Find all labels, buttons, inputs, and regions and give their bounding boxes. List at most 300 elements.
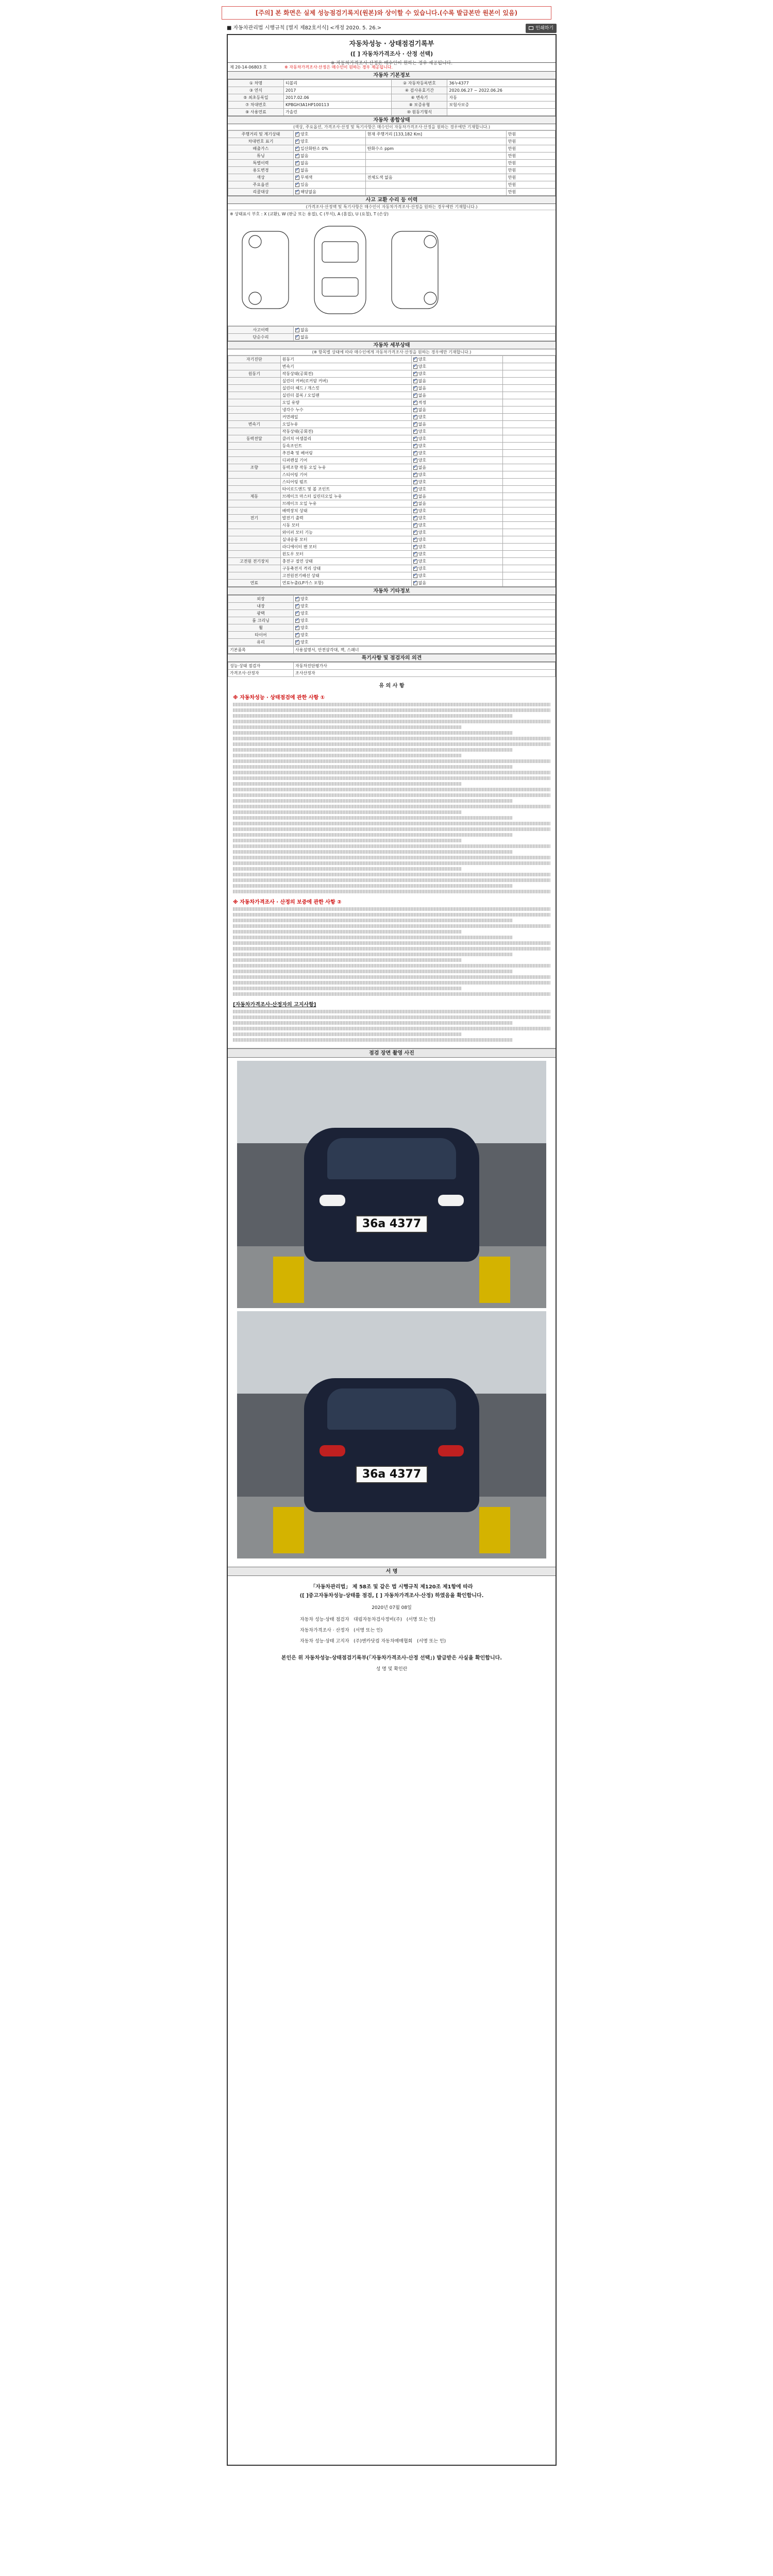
basic-row [228, 94, 556, 101]
detail-item: 냉각수 누수 [280, 406, 411, 414]
accident-value [294, 334, 556, 341]
detail-note [503, 435, 556, 443]
state-label: 양호 [300, 633, 309, 637]
lift-post-right [479, 1507, 510, 1553]
wheel-rear-left [249, 292, 261, 304]
detail-group: 원동기 [228, 370, 281, 378]
state-label: 양호 [300, 640, 309, 645]
notice-text-line [233, 975, 550, 979]
condition-row [228, 138, 556, 145]
state-label: 없음 [418, 393, 427, 398]
notice-title: 유 의 사 항 [379, 683, 405, 689]
detail-item: 윈도우 모터 [280, 551, 411, 558]
detail-row [228, 536, 556, 544]
detail-row [228, 392, 556, 399]
signature-row-3 [228, 1637, 556, 1644]
accident-row [228, 327, 556, 334]
notice-text-line [233, 793, 550, 797]
detail-row [228, 565, 556, 572]
state-label: 양호 [418, 537, 427, 542]
signature-foot: 본인은 위 자동차성능·상태점검기록부(「자동차가격조사·산정 선택」) 발급받은 사실을 확인합니다. [281, 1655, 502, 1661]
notice-heading-2: ※ 자동차가격조사 · 산정의 보증에 관한 사항 ② [233, 900, 342, 905]
notice-text-line [233, 919, 512, 922]
basic-info-title: 자동차 기본정보 [228, 71, 556, 79]
condition-note: 만원 [506, 160, 555, 167]
row-sign: (서명 또는 인) [354, 1628, 383, 1633]
field-label: ⑤ 최초등록일 [228, 94, 284, 101]
field-label: ⑦ 차대번호 [228, 101, 284, 109]
field-label: ① 차명 [228, 80, 284, 87]
state-label: 일산화탄소 0% [300, 146, 328, 151]
checkbox-checked-icon [413, 545, 417, 549]
condition-detail [365, 167, 506, 174]
photo-front [237, 1061, 546, 1308]
detail-state [411, 580, 503, 587]
checkbox-checked-icon [413, 480, 417, 484]
detail-row [228, 572, 556, 580]
notice-text-line [233, 907, 550, 911]
state-label: 있음 [300, 182, 309, 187]
photos-title: 점검 장면 촬영 사진 [228, 1048, 556, 1058]
detail-item: 충전구 절연 상태 [280, 558, 411, 565]
detail-state [411, 378, 503, 385]
special-table [228, 662, 556, 677]
detail-subtitle: (※ 항목별 상태에 따라 매수인에게 자동차가격조사·산정을 원하는 경우에만 기재합니다.) [228, 349, 556, 355]
detail-note [503, 493, 556, 500]
opinion-title: 자동차 기타정보 [228, 587, 556, 595]
detail-state [411, 493, 503, 500]
notice-text-line [233, 816, 512, 820]
detail-note [503, 421, 556, 428]
state-label: 적정 [418, 400, 427, 405]
condition-note: 만원 [506, 138, 555, 145]
wheel-front-right [424, 235, 436, 248]
detail-row [228, 443, 556, 450]
notice-text-line [233, 941, 550, 945]
notice-heading-3: [자동차가격조사·산정자의 고지사항] [233, 1002, 316, 1008]
state-label: 양호 [418, 436, 427, 441]
state-label: 양호 [418, 516, 427, 520]
opinion-label: 룸 크리닝 [228, 617, 294, 624]
opinion-value [294, 624, 556, 632]
detail-note [503, 551, 556, 558]
notice-text-line [233, 771, 550, 774]
notice-text-line [233, 737, 550, 740]
detail-note [503, 565, 556, 572]
condition-state [294, 138, 366, 145]
notice-text-line [233, 873, 550, 876]
basic-info-table [228, 79, 556, 116]
detail-state [411, 370, 503, 378]
notice-body-2 [233, 907, 550, 996]
checkbox-checked-icon [413, 581, 417, 585]
field-label: ② 자동차등록번호 [392, 80, 447, 87]
notice-text-line [233, 1021, 512, 1025]
car-windshield-front [327, 1138, 456, 1179]
field-label: ④ 검사유효기간 [392, 87, 447, 94]
state-label: 양호 [418, 364, 427, 369]
detail-state [411, 399, 503, 406]
notice-text-line [233, 958, 462, 962]
detail-item: 실린더 커버(로커암 커버) [280, 378, 411, 385]
detail-note [503, 522, 556, 529]
notice-text-line [233, 1010, 550, 1013]
checkbox-checked-icon [413, 502, 417, 506]
checkbox-checked-icon [413, 552, 417, 556]
notice-text-line [233, 1015, 550, 1019]
document-number: 제 20-14-06803 호 [230, 65, 267, 70]
state-label: 양호 [300, 132, 309, 137]
checkbox-checked-icon [413, 437, 417, 441]
condition-item: 리콜대상 [228, 189, 294, 196]
signature-foot-2: 성 명 및 확인란 [376, 1667, 408, 1672]
condition-state [294, 167, 366, 174]
detail-note [503, 378, 556, 385]
lift-post-right [479, 1257, 510, 1303]
field-label: ⑧ 보증유형 [392, 101, 447, 109]
detail-note [503, 414, 556, 421]
detail-group [228, 522, 281, 529]
condition-row [228, 181, 556, 189]
detail-item: 브레이크 오일 누유 [280, 500, 411, 507]
document-header [228, 35, 556, 66]
notice-text-line [233, 987, 462, 990]
field-label: ⑨ 사용연료 [228, 109, 284, 116]
condition-note: 만원 [506, 131, 555, 138]
checkbox-checked-icon [295, 335, 299, 340]
detail-group [228, 536, 281, 544]
document-title: 자동차성능 · 상태점검기록부 [349, 40, 434, 48]
checkbox-checked-icon [295, 168, 299, 173]
detail-row [228, 479, 556, 486]
notice-text-line [233, 754, 462, 757]
detail-group [228, 565, 281, 572]
condition-state [294, 160, 366, 167]
checkbox-checked-icon [295, 161, 299, 165]
detail-state [411, 572, 503, 580]
detail-item: 디퍼렌셜 기어 [280, 457, 411, 464]
checkbox-checked-icon [295, 328, 299, 332]
checkbox-checked-icon [413, 567, 417, 571]
state-label: 없음 [418, 422, 427, 427]
notice-text-line [233, 992, 550, 996]
checkbox-checked-icon [413, 394, 417, 398]
condition-item: 색상 [228, 174, 294, 181]
state-label: 없음 [300, 154, 309, 158]
notice-text-line [233, 1038, 512, 1042]
signature-row-1 [228, 1616, 556, 1622]
detail-state [411, 544, 503, 551]
condition-item: 주행거리 및 계기상태 [228, 131, 294, 138]
detail-item: 와이퍼 모터 기능 [280, 529, 411, 536]
inspection-document [227, 34, 557, 2466]
checkbox-checked-icon [413, 372, 417, 376]
condition-state [294, 145, 366, 152]
detail-item: 시동 모터 [280, 522, 411, 529]
field-label: ③ 연식 [228, 87, 284, 94]
detail-note [503, 544, 556, 551]
condition-item: 특별이력 [228, 160, 294, 167]
detail-item: 동력조향 작동 오일 누유 [280, 464, 411, 471]
accident-label: 사고이력 [228, 327, 294, 334]
notice-text-line [233, 833, 512, 837]
detail-note [503, 529, 556, 536]
opinion-row [228, 617, 556, 624]
state-label: 양호 [418, 559, 427, 564]
detail-item: 변속기 [280, 363, 411, 370]
opinion-value [294, 596, 556, 603]
detail-item: 추진축 및 베어링 [280, 450, 411, 457]
checkbox-checked-icon [295, 626, 299, 630]
row-value: 대림자동차검사정비(주) [354, 1617, 402, 1622]
state-label: 양호 [418, 573, 427, 578]
opinion-row [228, 639, 556, 646]
field-value: 보험사보증 [447, 101, 556, 109]
detail-row [228, 493, 556, 500]
diagram-legend: ※ 상태표시 부호 : X (교환), W (판금 또는 용접), C (부식), A (흠집), U (요철), T (손상) [230, 212, 389, 216]
license-plate-rear: 36a 4377 [356, 1466, 428, 1483]
field-value: 자동 [447, 94, 556, 101]
checkbox-checked-icon [295, 176, 299, 180]
detail-group [228, 399, 281, 406]
notice-text-line [233, 839, 462, 842]
notice-text-line [233, 924, 550, 928]
detail-note [503, 399, 556, 406]
row-value: (주)엔카닷컴 자동차매매협회 [354, 1639, 413, 1644]
document-number-row [228, 63, 556, 71]
opinion-value [294, 610, 556, 617]
checkbox-checked-icon [413, 365, 417, 369]
field-value: 2017.02.06 [283, 94, 392, 101]
state-label: 양호 [418, 566, 427, 571]
accident-table [228, 326, 556, 341]
detail-group [228, 450, 281, 457]
detail-note [503, 406, 556, 414]
signature-lead-2: ([ ]중고자동차성능·상태를 점검, [ ] 자동차가격조사·산정) 하였음을 확인합니다. [299, 1593, 484, 1599]
detail-group [228, 486, 281, 493]
field-label: ⑥ 변속기 [392, 94, 447, 101]
checkbox-checked-icon [413, 459, 417, 463]
checker-value: 조사산정자 [294, 670, 556, 677]
detail-row [228, 385, 556, 392]
basic-items-label: 기본품목 [228, 647, 294, 654]
detail-state [411, 551, 503, 558]
condition-detail: 전체도색 없음 [365, 174, 506, 181]
printer-icon [529, 26, 533, 30]
condition-detail [365, 138, 506, 145]
headlamp-left [320, 1195, 345, 1206]
detail-group [228, 572, 281, 580]
detail-row [228, 421, 556, 428]
detail-group: 연료 [228, 580, 281, 587]
field-value: 2017 [283, 87, 392, 94]
condition-subtitle: (색상, 주요옵션, 가격조사·산정 및 특기사항은 매수인이 자동차가격조사·산정을 원하는 경우에만 기재합니다.) [228, 124, 556, 130]
lift-post-left [273, 1507, 304, 1553]
state-label: 양호 [418, 523, 427, 528]
checkbox-checked-icon [295, 619, 299, 623]
notice-text-line [233, 822, 550, 825]
detail-state [411, 428, 503, 435]
detail-state [411, 486, 503, 493]
detail-note [503, 471, 556, 479]
document-number-note: ※ 자동차가격조사·산정은 매수인이 원하는 경우 제공됩니다. [284, 65, 393, 70]
detail-row [228, 558, 556, 565]
notice-body-3 [233, 1010, 550, 1042]
detail-item: 발전기 출력 [280, 515, 411, 522]
detail-state [411, 435, 503, 443]
state-label: 없음 [418, 408, 427, 412]
detail-group [228, 457, 281, 464]
detail-row [228, 378, 556, 385]
detail-item: 배력장치 상태 [280, 507, 411, 515]
headlamp-right [438, 1195, 464, 1206]
opinion-label: 내장 [228, 603, 294, 610]
opinion-row [228, 632, 556, 639]
condition-table [228, 130, 556, 196]
detail-item: 등속조인트 [280, 443, 411, 450]
state-label: 양호 [418, 509, 427, 513]
opinion-label: 유리 [228, 639, 294, 646]
taillamp-right [438, 1445, 464, 1456]
row-sign: (서명 또는 인) [406, 1617, 435, 1622]
detail-row [228, 471, 556, 479]
notice-text-line [233, 970, 512, 973]
detail-item: 작동상태(공회전) [280, 428, 411, 435]
condition-detail [365, 160, 506, 167]
detail-state [411, 406, 503, 414]
form-reference: ■ 자동차관리법 시행규칙 [별지 제82호서식] <개정 2020. 5. 26.> [227, 25, 382, 31]
checkbox-checked-icon [295, 147, 299, 151]
checkbox-checked-icon [413, 538, 417, 542]
detail-row [228, 363, 556, 370]
condition-note: 만원 [506, 181, 555, 189]
detail-state [411, 558, 503, 565]
checkbox-checked-icon [413, 415, 417, 419]
checkbox-checked-icon [295, 190, 299, 194]
detail-note [503, 392, 556, 399]
opinion-row [228, 596, 556, 603]
state-label: 양호 [300, 604, 309, 608]
notice-text-line [233, 827, 550, 831]
checkbox-checked-icon [413, 473, 417, 477]
notice-text-line [233, 765, 512, 769]
opinion-row [228, 603, 556, 610]
print-button[interactable] [526, 24, 557, 33]
detail-row [228, 580, 556, 587]
detail-state [411, 392, 503, 399]
state-label: 양호 [300, 597, 309, 601]
notice-text-line [233, 861, 550, 865]
detail-item: 클러치 어셈블리 [280, 435, 411, 443]
basic-row [228, 80, 556, 87]
detail-group: 제동 [228, 493, 281, 500]
accident-label: 단순수리 [228, 334, 294, 341]
signature-row-2 [228, 1626, 556, 1633]
opinion-label: 외장 [228, 596, 294, 603]
detail-note [503, 580, 556, 587]
state-label: 양호 [418, 444, 427, 448]
detail-item: 원동기 [280, 356, 411, 363]
checkbox-checked-icon [295, 140, 299, 144]
field-value: KPBGH3A1HP100113 [283, 101, 392, 109]
basic-row [228, 87, 556, 94]
detail-group: 조향 [228, 464, 281, 471]
detail-row [228, 551, 556, 558]
windshield [322, 242, 358, 262]
detail-state [411, 471, 503, 479]
detail-row [228, 515, 556, 522]
detail-title: 자동차 세부상태 [228, 341, 556, 349]
notice-section [228, 677, 556, 1048]
notice-text-line [233, 810, 462, 814]
detail-note [503, 500, 556, 507]
detail-state [411, 443, 503, 450]
notice-text-line [233, 1027, 550, 1030]
checkbox-checked-icon [413, 523, 417, 528]
row-label: 자동차 성능·상태 점검자 [300, 1617, 349, 1622]
checkbox-checked-icon [413, 451, 417, 455]
opinion-value [294, 639, 556, 646]
detail-state [411, 522, 503, 529]
condition-detail: 탄화수소 ppm [365, 145, 506, 152]
detail-row [228, 406, 556, 414]
detail-group [228, 471, 281, 479]
field-value: 티볼리 [283, 80, 392, 87]
detail-state [411, 356, 503, 363]
state-label: 양호 [418, 371, 427, 376]
detail-note [503, 515, 556, 522]
condition-detail [365, 181, 506, 189]
detail-item: 오일누유 [280, 421, 411, 428]
detail-item: 타이로드엔드 및 볼 조인트 [280, 486, 411, 493]
basic-row [228, 109, 556, 116]
detail-state [411, 457, 503, 464]
checkbox-checked-icon [295, 183, 299, 187]
notice-text-line [233, 844, 550, 848]
detail-group [228, 385, 281, 392]
detail-item: 작동상태(공회전) [280, 370, 411, 378]
detail-item: 실린더 블록 / 오일팬 [280, 392, 411, 399]
notice-text-line [233, 708, 550, 712]
signature-date: 2020년 07월 08일 [372, 1605, 412, 1611]
inspector-label: 성능·상태 점검자 [228, 663, 294, 670]
car-outline-diagram [232, 221, 448, 322]
warning-banner: [주의] 본 화면은 실제 성능점검기록지(원본)와 상이할 수 있습니다.(수록 발급본만 원본이 있음) [222, 6, 551, 20]
checkbox-checked-icon [413, 401, 417, 405]
detail-state [411, 565, 503, 572]
notice-text-line [233, 742, 550, 746]
condition-state [294, 152, 366, 160]
condition-state [294, 131, 366, 138]
diagram-title: 사고 교환 수리 등 이력 [228, 196, 556, 204]
detail-state [411, 536, 503, 544]
notice-text-line [233, 759, 550, 763]
opinion-value [294, 632, 556, 639]
state-label: 양호 [418, 472, 427, 477]
detail-group [228, 363, 281, 370]
detail-row [228, 486, 556, 493]
detail-state [411, 363, 503, 370]
notice-text-line [233, 856, 550, 859]
opinion-value [294, 603, 556, 610]
checkbox-checked-icon [295, 640, 299, 645]
notice-text-line [233, 748, 512, 752]
detail-state [411, 385, 503, 392]
detail-row [228, 414, 556, 421]
license-plate-front: 36a 4377 [356, 1215, 428, 1233]
basic-items-table [228, 646, 556, 654]
field-value: 2020.06.27 ~ 2022.06.26 [447, 87, 556, 94]
